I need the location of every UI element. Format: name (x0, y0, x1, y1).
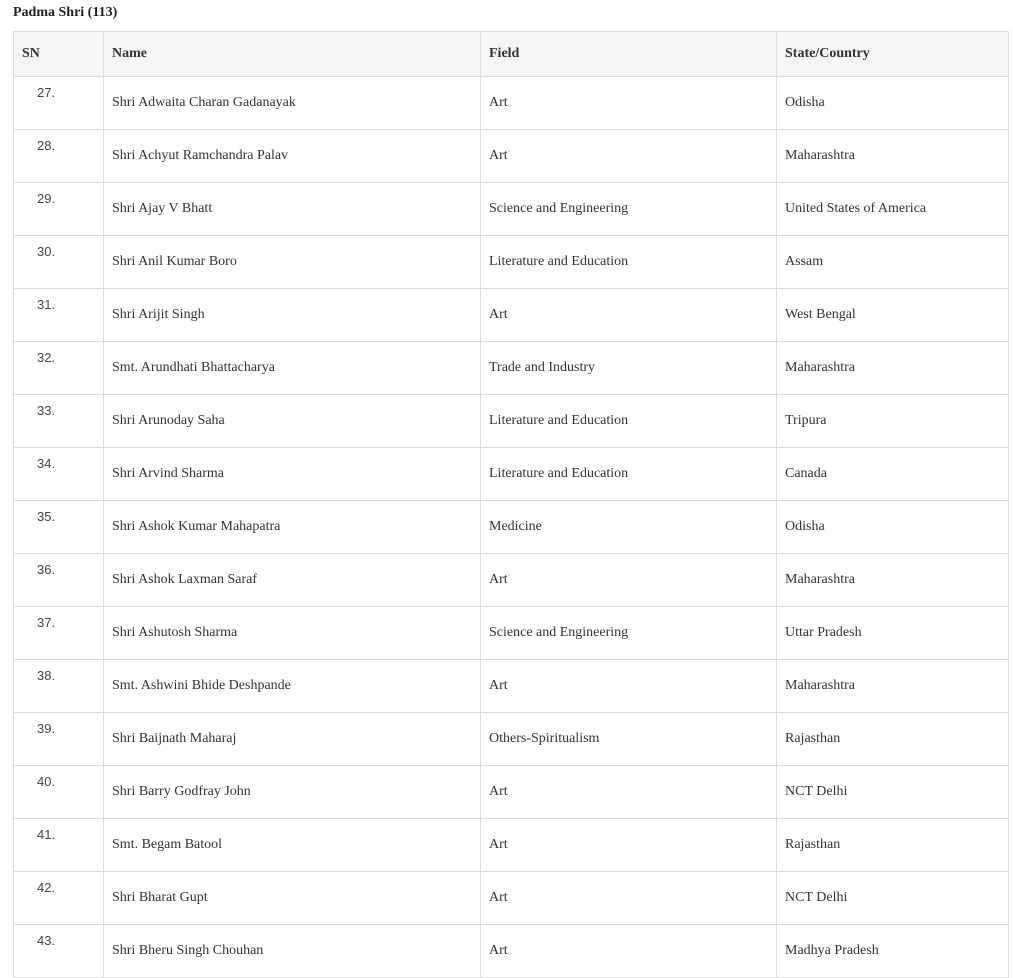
table-row (14, 342, 1009, 395)
serial-number: 35. (37, 509, 56, 524)
cell-sn (14, 607, 104, 660)
cell-state: NCT Delhi (777, 872, 1009, 925)
cell-name: Smt. Ashwini Bhide Deshpande (104, 660, 481, 713)
cell-field: Literature and Education (481, 448, 777, 501)
section-title: Padma Shri (113) (13, 5, 118, 20)
cell-state: Odisha (777, 501, 1009, 554)
cell-name: Shri Bheru Singh Chouhan (104, 925, 481, 978)
cell-field: Others-Spiritualism (481, 713, 777, 766)
cell-field: Art (481, 130, 777, 183)
table-row (14, 77, 1009, 130)
cell-name: Smt. Begam Batool (104, 819, 481, 872)
serial-number: 32. (37, 350, 56, 365)
table-row (14, 925, 1009, 978)
cell-name: Shri Arvind Sharma (104, 448, 481, 501)
cell-state: Canada (777, 448, 1009, 501)
cell-name: Shri Adwaita Charan Gadanayak (104, 77, 481, 130)
cell-field: Art (481, 554, 777, 607)
serial-number: 28. (37, 138, 56, 153)
cell-sn (14, 819, 104, 872)
serial-number: 27. (37, 85, 56, 100)
cell-name: Shri Ashok Kumar Mahapatra (104, 501, 481, 554)
serial-number: 30. (37, 244, 56, 259)
cell-sn (14, 448, 104, 501)
column-header-state: State/Country (777, 32, 1009, 77)
cell-field: Science and Engineering (481, 183, 777, 236)
table-row (14, 183, 1009, 236)
serial-number: 38. (37, 668, 56, 683)
serial-number: 34. (37, 456, 56, 471)
cell-field: Art (481, 289, 777, 342)
cell-state: Maharashtra (777, 130, 1009, 183)
cell-name: Shri Achyut Ramchandra Palav (104, 130, 481, 183)
serial-number: 40. (37, 774, 56, 789)
column-header-name: Name (104, 32, 481, 77)
serial-number: 43. (37, 933, 56, 948)
cell-name: Shri Bharat Gupt (104, 872, 481, 925)
serial-number: 37. (37, 615, 56, 630)
cell-name: Shri Anil Kumar Boro (104, 236, 481, 289)
cell-sn (14, 342, 104, 395)
serial-number: 39. (37, 721, 56, 736)
awardees-table (13, 31, 1009, 978)
cell-state: Rajasthan (777, 819, 1009, 872)
cell-sn (14, 236, 104, 289)
cell-sn (14, 395, 104, 448)
column-header-sn: SN (14, 32, 104, 77)
cell-field: Literature and Education (481, 395, 777, 448)
cell-sn (14, 183, 104, 236)
table-row (14, 713, 1009, 766)
cell-name: Shri Arijit Singh (104, 289, 481, 342)
table-row (14, 236, 1009, 289)
cell-state: Madhya Pradesh (777, 925, 1009, 978)
cell-state: Maharashtra (777, 660, 1009, 713)
cell-name: Shri Ashutosh Sharma (104, 607, 481, 660)
cell-field: Science and Engineering (481, 607, 777, 660)
cell-name: Shri Ajay V Bhatt (104, 183, 481, 236)
cell-name: Shri Arunoday Saha (104, 395, 481, 448)
cell-field: Art (481, 660, 777, 713)
table-row (14, 501, 1009, 554)
cell-name: Shri Barry Godfray John (104, 766, 481, 819)
cell-sn (14, 501, 104, 554)
cell-field: Art (481, 766, 777, 819)
cell-name: Shri Ashok Laxman Saraf (104, 554, 481, 607)
cell-state: Odisha (777, 77, 1009, 130)
cell-state: Uttar Pradesh (777, 607, 1009, 660)
cell-state: West Bengal (777, 289, 1009, 342)
cell-field: Medicine (481, 501, 777, 554)
table-row (14, 448, 1009, 501)
cell-state: NCT Delhi (777, 766, 1009, 819)
cell-sn (14, 77, 104, 130)
cell-sn (14, 554, 104, 607)
cell-sn (14, 925, 104, 978)
cell-state: Tripura (777, 395, 1009, 448)
table-header-row (14, 32, 1009, 77)
cell-state: United States of America (777, 183, 1009, 236)
cell-field: Literature and Education (481, 236, 777, 289)
table-row (14, 872, 1009, 925)
serial-number: 33. (37, 403, 56, 418)
serial-number: 29. (37, 191, 56, 206)
table-row (14, 766, 1009, 819)
table-row (14, 554, 1009, 607)
serial-number: 42. (37, 880, 56, 895)
cell-field: Trade and Industry (481, 342, 777, 395)
table-row (14, 819, 1009, 872)
cell-state: Maharashtra (777, 342, 1009, 395)
cell-sn (14, 872, 104, 925)
table-body (14, 77, 1009, 978)
table-row (14, 395, 1009, 448)
table-row (14, 130, 1009, 183)
table-row (14, 660, 1009, 713)
cell-name: Shri Baijnath Maharaj (104, 713, 481, 766)
serial-number: 36. (37, 562, 56, 577)
cell-field: Art (481, 77, 777, 130)
column-header-field: Field (481, 32, 777, 77)
serial-number: 41. (37, 827, 56, 842)
cell-state: Maharashtra (777, 554, 1009, 607)
cell-state: Rajasthan (777, 713, 1009, 766)
cell-field: Art (481, 819, 777, 872)
serial-number: 31. (37, 297, 56, 312)
cell-sn (14, 130, 104, 183)
cell-field: Art (481, 925, 777, 978)
table-row (14, 289, 1009, 342)
cell-field: Art (481, 872, 777, 925)
cell-state: Assam (777, 236, 1009, 289)
cell-sn (14, 660, 104, 713)
cell-sn (14, 289, 104, 342)
cell-sn (14, 713, 104, 766)
cell-sn (14, 766, 104, 819)
cell-name: Smt. Arundhati Bhattacharya (104, 342, 481, 395)
table-row (14, 607, 1009, 660)
